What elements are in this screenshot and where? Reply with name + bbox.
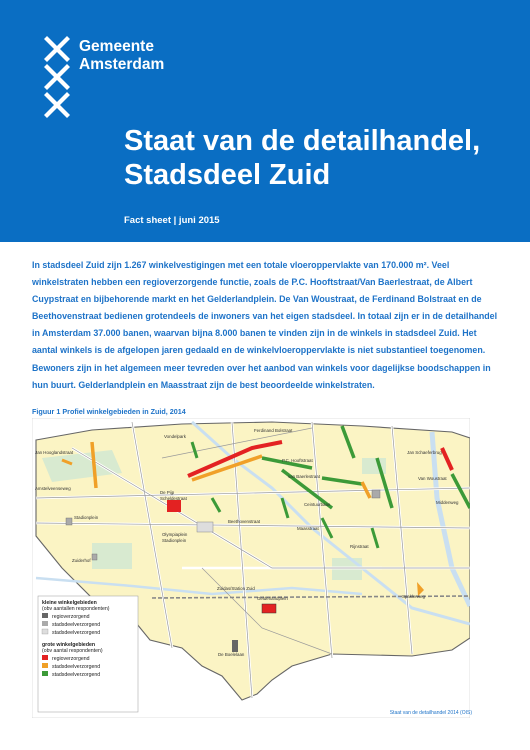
map-label: Jan Schaeferbrug bbox=[407, 450, 442, 455]
map-label: Ceintuurbaan bbox=[304, 502, 331, 507]
header-banner bbox=[0, 0, 530, 242]
shopping-areas-map bbox=[32, 418, 470, 718]
map-label: Rijnstraat bbox=[350, 544, 369, 549]
legend-item: stadsdeelverzorgend bbox=[52, 622, 101, 628]
title-line-1: Staat van de detailhandel, bbox=[124, 125, 481, 157]
map-label: van Baerlestraat bbox=[288, 474, 320, 479]
legend-small-title: kleine winkelgebieden bbox=[42, 600, 97, 606]
legend-large-subtitle: (obv aantal respondenten) bbox=[42, 648, 103, 654]
legend-swatch bbox=[42, 671, 48, 676]
legend-item: stadsdeelverzorgend bbox=[52, 664, 101, 670]
page-subtitle: Fact sheet | juni 2015 bbox=[124, 215, 220, 226]
small-area-marker bbox=[197, 522, 213, 532]
legend-large-title: grote winkelgebieden bbox=[42, 642, 96, 648]
legend-swatch bbox=[42, 629, 48, 634]
map-label: Maasstraat bbox=[297, 526, 319, 531]
small-area-marker bbox=[66, 518, 72, 525]
map-label: Jan Hooglandstraat bbox=[35, 450, 74, 455]
page-title bbox=[124, 124, 524, 192]
page-footer: Staat van de detailhandel 2014 (OIS) bbox=[389, 710, 472, 716]
map-label: De Boelelaan bbox=[218, 652, 245, 657]
map-label: De Pijp bbox=[160, 490, 175, 495]
legend-item: regioverzorgend bbox=[52, 614, 90, 620]
title-line-2: Stadsdeel Zuid bbox=[124, 159, 331, 191]
map-label: Middenweg bbox=[436, 500, 459, 505]
map-label: Scheldestraat bbox=[160, 496, 187, 501]
shopping-area-regio-block bbox=[167, 500, 181, 512]
map-label: Van Woustraat bbox=[418, 476, 447, 481]
map-label: Ferdinand Bolstraat bbox=[254, 428, 293, 433]
map-label: Amstelveenseweg bbox=[35, 486, 71, 491]
legend-swatch bbox=[42, 621, 48, 626]
map-label: Beethovenstraat bbox=[228, 519, 260, 524]
map-label: Zuiderhof bbox=[72, 558, 91, 563]
figure-caption: Figuur 1 Profiel winkelgebieden in Zuid, 2014 bbox=[32, 407, 186, 416]
map-label: Spaklerweg bbox=[402, 594, 425, 599]
map-label: P.C. Hooftstraat bbox=[282, 458, 313, 463]
small-area-marker bbox=[372, 490, 380, 498]
map-label: Zuidas/Station Zuid bbox=[217, 586, 255, 591]
legend-item: stadsdeelverzorgend bbox=[52, 630, 101, 636]
map-label: Stadionplein bbox=[74, 515, 99, 520]
intro-paragraph: In stadsdeel Zuid zijn 1.267 winkelvestigingen met een totale vloeroppervlakte van 170.000 m². Veel winkelstraten hebben een regioverzorgende functie, zoals de P.C. Hooftstraat/Van Baerlestraat, de Albert Cuypstraat en bijbehorende markt en het Gelderlandplein. De Van Woustraat, de Ferdinand Bolstraat en de Beethovenstraat bedienen grotendeels de inwoners van het eigen stadsdeel. In totaal zijn er in de detailhandel in Amsterdam 37.000 banen, waarvan bijna 8.000 banen te vinden zijn in de winkels in stadsdeel Zuid. Het aantal winkels is de afgelopen jaren gedaald en de winkelvloeroppervlakte is niet substantieel toegenomen. Bewoners zijn in het algemeen meer tevreden over het aanbod van winkels voor dagelijkse boodschappen in hun buurt. Gelderlandplein en Maasstraat zijn de best beoordeelde winkelstraten. bbox=[32, 260, 498, 390]
logo-line-1: Gemeente bbox=[79, 38, 154, 55]
map-label: Vondelpark bbox=[164, 434, 186, 439]
andreas-cross-icon bbox=[44, 92, 70, 118]
andreas-cross-icon bbox=[44, 36, 70, 62]
small-area-marker bbox=[92, 554, 97, 560]
map-label: Olympiaplein bbox=[162, 532, 188, 537]
legend-swatch bbox=[42, 663, 48, 668]
legend-swatch bbox=[42, 655, 48, 660]
legend-small-subtitle: (obv aantallen respondenten) bbox=[42, 606, 110, 612]
small-area-marker bbox=[232, 640, 238, 652]
gelderlandplein-marker bbox=[262, 604, 276, 613]
logo-line-2: Amsterdam bbox=[79, 56, 165, 73]
legend-item: regioverzorgend bbox=[52, 656, 90, 662]
park-area bbox=[92, 543, 132, 569]
map-label: Stadionplein bbox=[162, 538, 187, 543]
map-label: Gelderlandplein bbox=[257, 596, 288, 601]
legend-item: stadsdeelverzorgend bbox=[52, 672, 101, 678]
andreas-cross-icon bbox=[44, 64, 70, 90]
legend-swatch bbox=[42, 613, 48, 618]
